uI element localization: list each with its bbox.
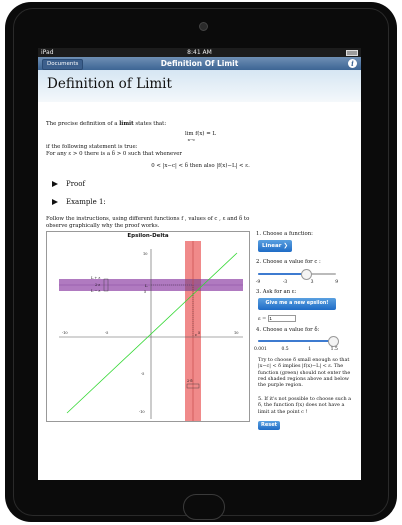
instructions-line-2: observe graphically why the proof works. [46,223,160,229]
carrier-label: iPad [41,49,54,56]
camera-icon [199,22,208,31]
epsilon-field [258,315,296,323]
intro-prefix: The precise definition of a [46,121,118,127]
formula-text: lim f(x) = L [184,131,217,137]
x-tick-5: 5 [198,331,201,335]
step1-label: 1. Choose a function: [256,231,313,237]
home-button[interactable] [183,494,225,520]
delta-slider-knob[interactable] [328,336,339,347]
nav-title: Definition Of Limit [160,59,239,68]
step4-label: 4. Choose a value for δ: [256,327,320,333]
hint-text: Try to choose δ small enough so that |x−c| < δ implies |f(x)−L| < ε. The function (green) should not enter the red shaded regions above and below the purple region. [258,357,351,389]
app-screen: iPad 8:41 AM Documents Definition Of Limit i Definition of Limit The precise definition of a limit states that: lim f(x) = L x→c if the following statement is true: For any ε > 0 there is a δ > 0 such that whenever 0 < |x−c| < δ then also |f(x)−L| < ε. Proof Example 1: Follow the instructions, using different functions f , values of c , ε and δ to observe graphically why the proof works. Epsilon-Delta -10 -5 5 10 10 5 -5 -10 L + ε L L − ε 2·ε c 2·δ 1. Choose a function: Linear ❯ 2. Choose a value for c : -9 -3 3 9 3. Ask for an ε: Give me a new epsilon! ε =1 4. Choose a value for δ: 0.001 0.5 1 1.5 Try to choose δ small enough so that |x−c| < δ implies |f(x)−L| < ε. The function (green) should not enter the red shaded regions above and below the purple region. 5. If it's not possible to choose such a δ, the function f(x) does not have a limit at the point c ! Reset [38,48,361,480]
L-label: L [145,283,148,288]
status-bar [38,48,361,57]
if-true-text: if the following statement is true: [46,144,138,150]
c-slider-fill [258,273,306,275]
intro-bold: limit [119,121,134,127]
x-tick-neg10: -10 [62,331,68,335]
disclosure-triangle-icon [52,181,58,187]
condition-text: 0 < |x−c| < δ then also |f(x)−L| < ε. [151,163,250,169]
proof-label: Proof [66,180,86,188]
linear-button-label: Linear [262,243,282,249]
navigation-bar [38,57,361,70]
disclosure-triangle-icon [52,199,58,205]
c-slider[interactable] [258,273,336,275]
linear-function-button[interactable]: Linear ❯ [258,240,292,252]
x-tick-neg5: -5 [105,331,109,335]
example-expander[interactable] [52,198,106,206]
intro-suffix: states that: [135,121,167,127]
battery-icon [346,50,358,56]
step5-text: 5. If it's not possible to choose such a δ, the function f(x) does not have a limit at the point c ! [258,396,352,415]
L-minus-eps-label: L − ε [91,289,101,293]
step2-label: 2. Choose a value for c : [256,259,321,265]
y-tick-neg10: -10 [139,410,145,414]
proof-expander[interactable] [52,180,85,188]
instructions-line-1: Follow the instructions, using different functions f , values of c , ε and δ to [46,216,250,222]
graph-plot [47,241,249,421]
title-banner [38,70,361,102]
delta-slider-fill [258,340,333,342]
L-plus-eps-label: L + ε [91,276,101,280]
formula-subscript: x→c [187,137,196,142]
info-icon[interactable]: i [348,59,357,68]
y-tick-neg5: -5 [141,372,145,376]
two-delta-label: 2·δ [187,379,193,383]
page-title: Definition of Limit [47,76,172,92]
for-any-text: For any ε > 0 there is a δ > 0 such that whenever [46,151,183,157]
step3-label: 3. Ask for an ε: [256,289,297,295]
reset-button[interactable]: Reset [258,421,280,430]
epsilon-label: ε = [258,316,267,322]
x-tick-10: 10 [234,331,239,335]
graph-title: Epsilon-Delta [127,233,169,239]
y-tick-10: 10 [143,252,148,256]
epsilon-delta-graph[interactable] [46,231,250,422]
delta-slider[interactable] [258,340,336,342]
documents-button[interactable]: Documents [42,59,83,70]
epsilon-input[interactable] [268,315,296,322]
two-eps-label: 2·ε [95,283,101,287]
new-epsilon-button[interactable]: Give me a new epsilon! [258,298,336,310]
y-tick-5: 5 [144,290,147,294]
example-label: Example 1: [66,198,106,206]
intro-text [46,121,166,127]
c-slider-knob[interactable] [301,269,312,280]
c-label: c [195,332,198,337]
clock: 8:41 AM [187,49,212,56]
